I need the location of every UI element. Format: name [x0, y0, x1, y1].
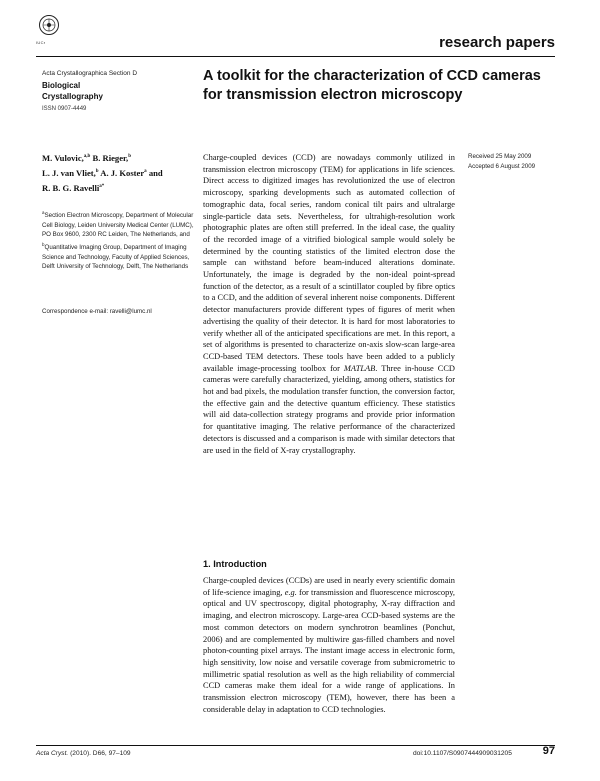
journal-issn: ISSN 0907-4449: [42, 106, 87, 112]
iucr-logo-icon: [38, 14, 60, 36]
author-affil-mark: a: [144, 168, 147, 174]
abstract-paragraph: [203, 152, 455, 456]
affiliation-a: [42, 208, 197, 272]
article-title: A toolkit for the characterization of CCD cameras for transmission electron microscopy: [203, 68, 541, 103]
intro-paragraph: [203, 575, 455, 715]
author-affil-mark: b: [128, 154, 131, 159]
affiliations: [42, 208, 197, 272]
author-affil-mark: b: [95, 168, 99, 174]
intro-text-end: for transmission and fluorescence microscopy, optical and UV spectroscopy, digital photography, X-ray diffraction and imaging, and electron microscopy. Large-area CCD-based systems are the most common detectors on modern synchrotron beamlines (Ponchut, 2006) and are complemented by multiwire gas-filled chambers and novel photon-counting pixel arrays. The instant image access in electronic form, high sensitivity, low noise and versatile coverage from submicrometric to millimetric spatial resolution as well as the high reliability of commercial CCD cameras make them ideal for a wide range of applications. In transmission electron microscopy (TEM), however, there has been a considerable delay in adaptation to CCD technologies.: [203, 587, 455, 714]
author-name: L. J. van Vliet,: [42, 167, 96, 178]
footer-citation: [36, 750, 131, 757]
journal-subtitle-line1: Biological: [42, 81, 81, 90]
journal-abbreviation: Acta Cryst.: [36, 750, 69, 757]
author-affil-mark: a,b: [83, 154, 91, 159]
footer-divider: [36, 745, 555, 746]
section-title: research papers: [439, 34, 555, 51]
intro-text: Charge-coupled devices (CCDs) are used in nearly every scientific domain of life-science imaging,: [203, 576, 455, 597]
author-list: [42, 150, 194, 195]
affiliation-mark: a: [42, 210, 45, 215]
journal-section: Acta Crystallographica Section D: [42, 70, 138, 77]
correspondence-email: Correspondence e-mail: ravelli@lumc.nl: [42, 308, 152, 315]
journal-subtitle-line2: Crystallography: [42, 92, 103, 101]
author-name: A. J. Koster: [98, 167, 145, 178]
author-name: B. Rieger,: [90, 152, 129, 163]
intro-abbrev: e.g.: [284, 587, 297, 597]
abstract: [203, 152, 455, 456]
affiliation-mark: b: [42, 241, 45, 247]
article-dates: [468, 152, 535, 171]
header-divider: [36, 56, 555, 57]
citation-text: (2010). D66, 97–109: [68, 750, 131, 757]
author-name: R. B. G. Ravelli: [42, 182, 100, 193]
software-name: MATLAB: [343, 363, 376, 373]
abstract-text: Charge-coupled devices (CCD) are nowadays commonly utilized in transmission electron microscopy (TEM) for applications in life sciences. Direct access to digitized images has revolutionized the use of electron microscopy, sparking developments such as automated collection of tomographic data, focal series, random conical tilt pairs and ultralarge single-particle data sets. Nevertheless, for ultrahigh-resolution work photographic plates are often still preferred. In the ideal case, the quality of the recorded image of a vitrified biological sample would solely be determined by the counting statistics of the limited electron dose the sample can withstand before beam-induced alterations dominate. Unfortunately, the image is degraded by the non-ideal point-spread function of the detector, as a result of a scintillator coupled by fibre optics to a CCD, and the addition of several inherent noise components. Different detector manufacturers provide different types of figures of merit when advertising the quality of their detector. It is hard for most laboratories to verify whether all of the anticipated specifications are met. In this report, a set of algorithms is presented to characterize on-axis slow-scan large-area CCD-based TEM detectors. These tools have been added to a publicly available image-processing toolbox for: [203, 153, 455, 373]
introduction-body: [203, 575, 455, 715]
logo-caption: IUCr: [36, 40, 46, 45]
section-heading: 1. Introduction: [203, 559, 267, 569]
author-affil-mark: a*: [99, 183, 105, 189]
footer-doi: doi:10.1107/S0907444909031205: [413, 750, 512, 757]
page-number: 97: [542, 745, 555, 757]
accepted-date: Accepted 6 August 2009: [468, 162, 536, 170]
author-conjunction: and: [146, 167, 163, 178]
journal-subtitle: [42, 80, 192, 102]
affiliation-text: Quantitative Imaging Group, Department of Imaging Science and Technology, Faculty of Applied Sciences, Delft University of Technology, Delft, The Netherlands: [42, 243, 190, 271]
abstract-text-end: . Three in-house CCD cameras were carefully characterized, yielding, among others, statistics for hot and bad pixels, the modulation transfer function, the conversion factor, the effective gain and the detective quantum efficiency. These statistics will aid data-collection strategy programs and provide prior information for quantitative imaging. The relative performance of the characterized detectors is discussed and a comparison is made with similar detectors that are used in the field of X-ray crystallography.: [203, 363, 455, 455]
author-name: M. Vulovic,: [42, 152, 84, 163]
received-date: Received 25 May 2009: [468, 153, 532, 160]
journal-info: [42, 70, 192, 112]
affiliation-text: Section Electron Microscopy, Department of Molecular Cell Biology, Leiden University Medical Center (LUMC), PO Box 9600, 2300 RC Leiden, The Netherlands, and: [42, 212, 194, 239]
